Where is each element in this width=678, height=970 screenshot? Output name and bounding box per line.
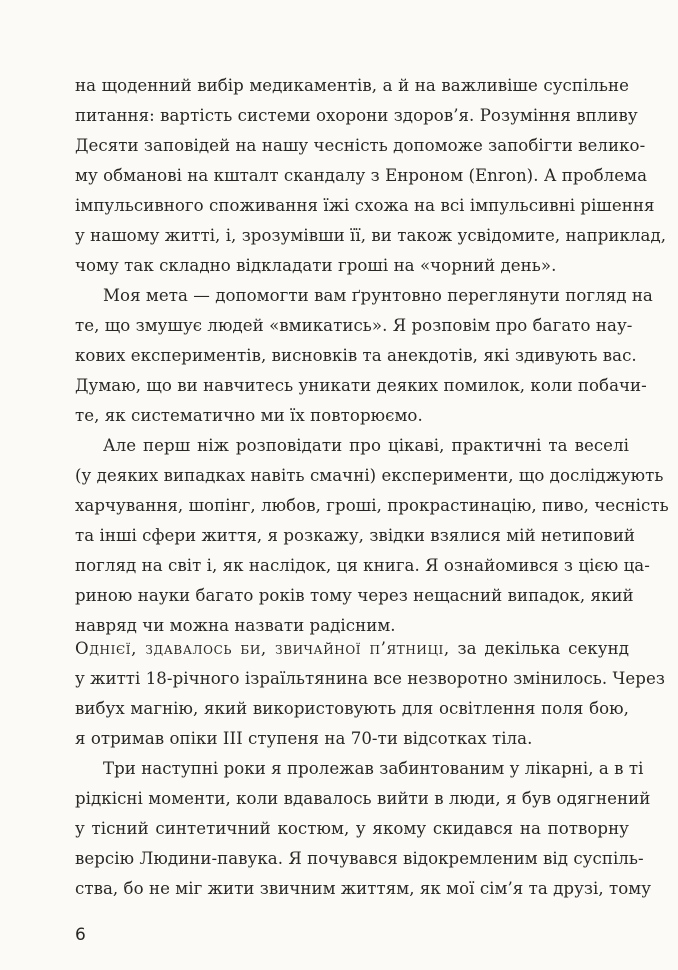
text-line: те, як систематично ми їх повторюємо.	[75, 406, 423, 425]
text-line: Моя мета — допомогти вам ґрунтовно переглянути погляд на	[103, 286, 653, 305]
text-line: я отримав опіки III ступеня на 70-ти відсотках тіла.	[75, 729, 533, 748]
text-line: (у деяких випадках навіть смачні) експерименти, що досліджують	[75, 466, 664, 485]
text-line-lead	[75, 634, 629, 664]
text-line: рідкісні моменти, коли вдавалось вийти в люди, я був одягнений	[75, 789, 651, 808]
page-number: 6	[75, 925, 86, 945]
text-line: версію Людини-павука. Я почувався відокремленим від суспіль-	[75, 849, 644, 868]
text-line: харчування, шопінг, любов, гроші, прокрастинацію, пиво, чесність	[75, 496, 669, 515]
lead-in-small-caps: Однієї, здавалось би, звичайної п’ятниці,	[75, 639, 450, 658]
text-line: вибух магнію, який використовують для освітлення поля бою,	[75, 699, 629, 718]
text-line: та інші сфери життя, я розкажу, звідки взялися мій нетиповий	[75, 526, 636, 545]
text-line: погляд на світ і, як наслідок, ця книга. Я ознайомився з цією ца-	[75, 556, 650, 575]
text-line: кових експериментів, висновків та анекдотів, які здивують вас.	[75, 346, 637, 365]
text-line: Думаю, що ви навчитесь уникати деяких помилок, коли побачи-	[75, 376, 647, 395]
text-line: Десяти заповідей на нашу чесність допоможе запобігти велико-	[75, 136, 646, 155]
text-line: ства, бо не міг жити звичним життям, як мої сім’я та друзі, тому	[75, 879, 652, 898]
text-line: на щоденний вибір медикаментів, а й на важливіше суспільне	[75, 76, 629, 95]
text-line: імпульсивного споживання їжі схожа на всі імпульсивні рішення	[75, 196, 655, 215]
text-line: у житті 18-річного ізраїльтянина все незворотно змінилось. Через	[75, 669, 665, 688]
text-line: Але перш ніж розповідати про цікаві, практичні та веселі	[103, 436, 629, 455]
text-line: му обманові на кшталт скандалу з Енроном (Enron). А проблема	[75, 166, 648, 185]
text-line: те, що змушує людей «вмикатись». Я розповім про багато нау-	[75, 316, 633, 335]
lead-line-rest: за декілька секунд	[449, 639, 629, 658]
text-line: питання: вартість системи охорони здоров’я. Розуміння впливу	[75, 106, 638, 125]
text-line: Три наступні роки я пролежав забинтованим у лікарні, а в ті	[103, 759, 644, 778]
text-line: чому так складно відкладати гроші на «чорний день».	[75, 256, 557, 275]
text-line: у тісний синтетичний костюм, у якому скидався на потворну	[75, 819, 629, 838]
text-line: навряд чи можна назвати радісним.	[75, 616, 396, 635]
text-line: риною науки багато років тому через нещасний випадок, який	[75, 586, 634, 605]
text-section-continuation	[75, 71, 669, 641]
text-line: у нашому житті, і, зрозумівши її, ви також усвідомите, наприклад,	[75, 226, 667, 245]
text-section-new	[75, 634, 665, 904]
